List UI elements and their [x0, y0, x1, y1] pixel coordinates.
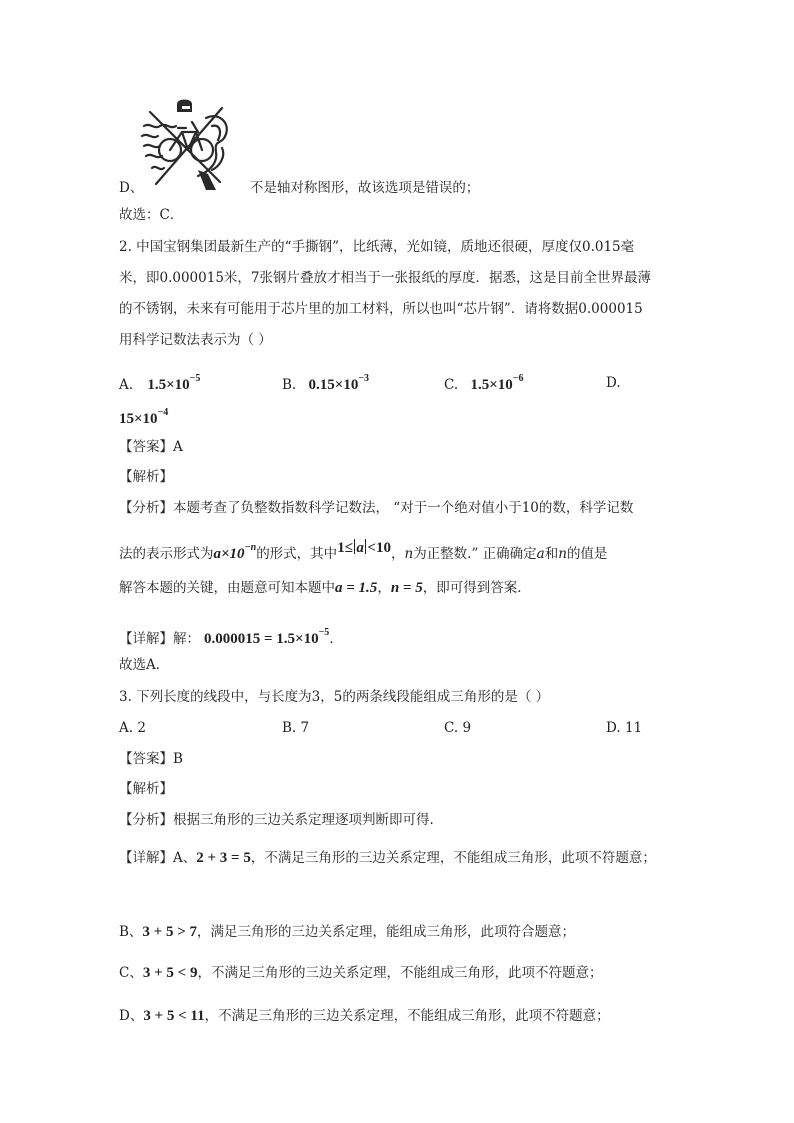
q3-answer: 【答案】B	[119, 751, 183, 767]
q3-detail-b	[119, 922, 575, 942]
eq-a: a = 1.5	[335, 580, 378, 596]
q2-detail	[119, 623, 343, 649]
text: ，即可得到答案．	[422, 580, 531, 596]
q2-option-a	[119, 369, 200, 395]
text: 和	[544, 546, 559, 562]
option-label: D.	[606, 720, 621, 736]
q3-stem: 3. 下列长度的线段中，与长度为3，5的两条线段能组成三角形的是（ ）	[119, 689, 550, 705]
option-label: C.	[444, 720, 459, 736]
q3-fenxi: 【分析】根据三角形的三边关系定理逐项判断即可得．	[119, 812, 443, 828]
option-a-exp: −5	[189, 373, 201, 384]
option-b-base: 0.15×10	[308, 377, 359, 393]
q3-detail-c	[119, 963, 602, 983]
option-c-exp: −6	[512, 373, 524, 384]
option-label: B.	[282, 377, 297, 393]
q2-fenxi-line-3	[119, 578, 531, 598]
q2-stem-line-3: 的不锈钢，未来有可能用于芯片里的加工材料，所以也叫“芯片钢”．请将数据0.000015	[119, 301, 643, 317]
q1-choice: 故选：C．	[119, 207, 184, 223]
q3-analysis-head: 【解析】	[119, 781, 173, 797]
q2-option-d	[119, 403, 168, 429]
q2-analysis-head: 【解析】	[119, 469, 173, 485]
q2-fenxi-line-1: 【分析】本题考查了负整数指数科学记数法， “对于一个绝对值小于10的数，科学记数	[119, 500, 634, 516]
q3-detail-d	[119, 1006, 610, 1026]
text: 【详解】A、	[119, 850, 197, 866]
option-value: 9	[462, 720, 472, 736]
text: ，不满足三角形的三边关系定理，不能组成三角形，此项不符题意；	[250, 850, 656, 866]
text: B、	[119, 924, 143, 940]
option-b-exp: −3	[358, 373, 370, 384]
option-d-line	[119, 178, 479, 198]
option-d-label: D、	[119, 180, 144, 196]
q3-option-a	[119, 718, 146, 738]
option-a-base: 1.5×10	[147, 377, 190, 393]
option-label: B.	[282, 720, 297, 736]
var-n: n	[558, 546, 567, 562]
formula: 2 + 3 = 5	[196, 850, 251, 866]
text: ，	[377, 580, 391, 596]
formula-base: 0.000015 = 1.5×10	[204, 631, 319, 647]
text: 【详解】解：	[119, 631, 200, 647]
var-a: a	[536, 546, 545, 562]
option-label: A.	[119, 720, 134, 736]
text: 的值是	[566, 546, 608, 562]
option-value: 11	[624, 720, 643, 736]
formula-base: a×10	[213, 546, 245, 562]
text: ，不满足三角形的三边关系定理，不能组成三角形，此项不符题意；	[204, 1008, 610, 1024]
range-left: 1≤	[337, 540, 353, 556]
q3-option-c	[444, 718, 471, 738]
q3-detail-a	[119, 848, 656, 868]
q2-stem-line-2: 米，即0.000015米，7张钢片叠放才相当于一张报纸的厚度．据悉，这是目前全世界最薄	[119, 270, 652, 286]
formula: 3 + 5 < 9	[142, 965, 198, 981]
text: 解答本题的关键，由题意可知本题中	[119, 580, 335, 596]
q2-fenxi-line-2	[119, 538, 607, 564]
formula-exp: −n	[244, 542, 257, 553]
q2-choice: 故选A．	[119, 657, 170, 673]
option-value: 7	[300, 720, 310, 736]
eq-n: n = 5	[390, 580, 423, 596]
range-right: <10	[367, 540, 391, 556]
text: ，不满足三角形的三边关系定理，不能组成三角形，此项不符题意；	[197, 965, 603, 981]
text: 法的表示形式为	[119, 546, 214, 562]
text: ，	[390, 546, 405, 562]
q2-option-b	[282, 369, 369, 395]
q3-option-b	[282, 718, 309, 738]
text: ．	[329, 631, 343, 647]
q2-answer: 【答案】A	[119, 439, 183, 455]
q2-option-d-label: D.	[606, 375, 621, 391]
text: ，满足三角形的三边关系定理，能组成三角形，此项符合题意；	[197, 924, 576, 940]
text: D、	[119, 1008, 144, 1024]
option-label: A.	[119, 377, 134, 393]
range-var: a	[356, 540, 364, 556]
q2-option-c	[444, 369, 523, 395]
option-d-base: 15×10	[119, 411, 158, 427]
q2-stem-line-1: 2. 中国宝钢集团最新生产的“手撕钢”，比纸薄，光如镜，质地还很硬，厚度仅0.015毫	[119, 239, 635, 255]
option-value: 2	[137, 720, 146, 736]
option-d-text: 不是轴对称图形，故该选项是错误的；	[249, 180, 480, 196]
formula-exp: −5	[318, 627, 330, 638]
option-c-base: 1.5×10	[470, 377, 513, 393]
var-n: n	[404, 546, 414, 562]
q3-option-d	[606, 718, 642, 738]
formula: 3 + 5 < 11	[143, 1008, 205, 1024]
formula: 3 + 5 > 7	[142, 924, 198, 940]
text: C、	[119, 965, 143, 981]
q2-stem-line-4: 用科学记数法表示为（ ）	[119, 332, 272, 348]
text: 为正整数.” 正确确定	[413, 546, 537, 562]
text: 的形式，其中	[256, 546, 338, 562]
option-label: C.	[444, 377, 459, 393]
option-d-exp: −4	[157, 407, 169, 418]
